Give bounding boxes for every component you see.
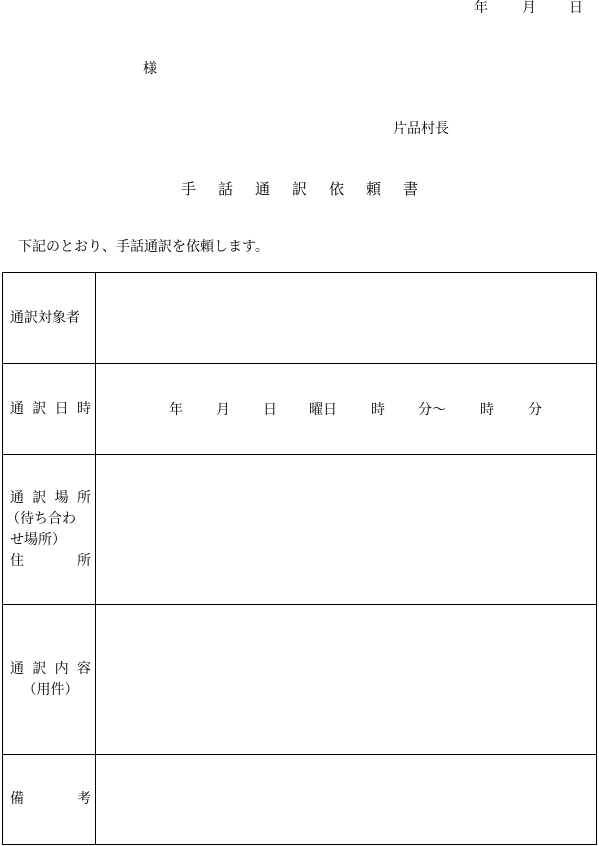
- row-content: [3, 605, 597, 755]
- label-char: 住: [10, 552, 24, 569]
- label-char: 訳: [32, 489, 47, 506]
- unit-day: 日: [263, 402, 277, 418]
- header-day: 日: [569, 0, 583, 16]
- place-label-line2: （待ち合わ: [6, 510, 76, 527]
- unit-weekday: 曜日: [309, 402, 337, 418]
- label-char: 時: [76, 400, 91, 417]
- row-remarks: [3, 755, 597, 845]
- header-year: 年: [474, 0, 488, 16]
- datetime-label-cell: [3, 364, 96, 455]
- request-form-table: [2, 272, 597, 845]
- label-char: 場: [54, 489, 69, 506]
- remarks-label: [3, 789, 95, 810]
- intro-text: 下記のとおり、手話通訳を依頼します。: [18, 239, 269, 255]
- row-place: [3, 455, 597, 605]
- unit-minute-end: 分: [528, 402, 542, 418]
- content-label-cell: [3, 605, 96, 755]
- unit-month: 月: [216, 402, 230, 418]
- label-char: 所: [77, 552, 91, 569]
- place-input-cell[interactable]: [96, 455, 597, 605]
- place-label-cell: [3, 455, 96, 605]
- place-label-line1: [10, 488, 91, 509]
- place-label-line4: [10, 551, 91, 572]
- header-month: 月: [522, 0, 536, 16]
- row-datetime: [3, 364, 597, 455]
- remarks-label-cell: [3, 755, 96, 845]
- content-label-line2: （用件）: [22, 681, 79, 698]
- subject-input-cell[interactable]: [96, 273, 597, 364]
- title-char: 訳: [291, 180, 307, 198]
- label-char: 考: [77, 791, 91, 807]
- datetime-label: [3, 399, 95, 420]
- label-char: 容: [76, 660, 91, 677]
- row-subject: [3, 273, 597, 364]
- unit-year: 年: [169, 402, 183, 418]
- label-char: 通: [10, 660, 24, 677]
- unit-minute-start: 分〜: [418, 402, 446, 418]
- title-char: 書: [403, 180, 419, 198]
- content-input-cell[interactable]: [96, 605, 597, 755]
- label-char: 所: [76, 489, 91, 506]
- label-char: 訳: [32, 400, 47, 417]
- content-label: [3, 659, 95, 701]
- remarks-input-cell[interactable]: [96, 755, 597, 845]
- title-char: 依: [329, 180, 345, 198]
- place-label: [3, 488, 95, 572]
- title-char: 頼: [366, 180, 382, 198]
- title-char: 手: [180, 180, 196, 198]
- datetime-input-cell[interactable]: [96, 364, 597, 455]
- title-char: 話: [217, 180, 233, 198]
- title-char: 通: [254, 180, 270, 198]
- label-char: 訳: [32, 660, 47, 677]
- label-char: 日: [54, 400, 69, 417]
- label-char: 内: [54, 660, 69, 677]
- unit-hour-start: 時: [371, 402, 385, 418]
- label-char: 通: [10, 400, 24, 417]
- label-char: 備: [10, 791, 24, 807]
- unit-hour-end: 時: [480, 402, 494, 418]
- content-label-line1: [10, 659, 91, 680]
- subject-label-cell: [3, 273, 96, 364]
- sender-name: 片品村長: [393, 121, 449, 137]
- place-label-line3: せ場所）: [10, 531, 66, 548]
- addressee-suffix: 様: [143, 61, 157, 77]
- subject-label: 通訳対象者: [10, 309, 80, 326]
- document-title: [0, 182, 599, 197]
- label-char: 通: [10, 489, 24, 506]
